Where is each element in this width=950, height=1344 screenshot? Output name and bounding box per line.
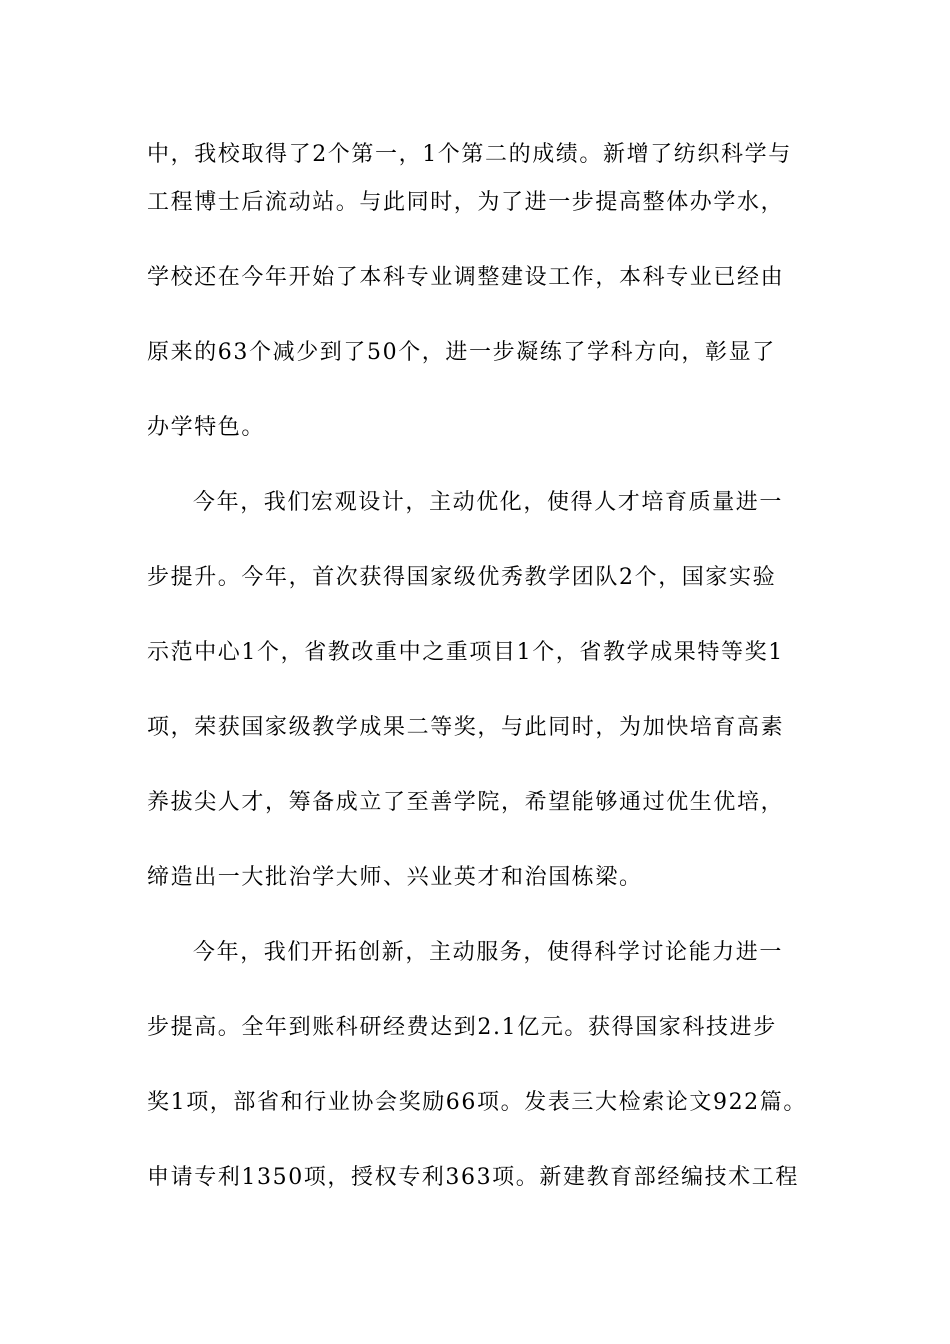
paragraph-3	[147, 929, 812, 1202]
paragraph-2	[147, 479, 812, 902]
paragraph-line: 办学特色。	[147, 415, 266, 440]
paragraph-line: 原来的63个减少到了50个，进一步凝练了学科方向，彰显了	[147, 340, 776, 365]
paragraph-line: 项，荣获国家级教学成果二等奖，与此同时，为加快培育高素	[147, 715, 785, 740]
paragraph-line: 申请专利1350项，授权专利363项。新建教育部经编技术工程	[147, 1165, 799, 1190]
paragraph-line: 示范中心1个，省教改重中之重项目1个，省教学成果特等奖1	[147, 640, 784, 665]
paragraph-line: 学校还在今年开始了本科专业调整建设工作，本科专业已经由	[147, 265, 785, 290]
paragraph-line: 奖1项，部省和行业协会奖励66项。发表三大检索论文922篇。	[147, 1090, 807, 1115]
document-body	[147, 131, 812, 1202]
paragraph-line: 养拔尖人才，筹备成立了至善学院，希望能够通过优生优培，	[147, 790, 785, 815]
paragraph-first-line: 今年，我们宏观设计，主动优化，使得人才培育质量进一	[193, 490, 784, 515]
paragraph-1	[147, 131, 812, 452]
paragraph-line: 中，我校取得了2个第一，1个第二的成绩。新增了纺织科学与	[147, 142, 792, 167]
paragraph-line: 步提高。全年到账科研经费达到2.1亿元。获得国家科技进步	[147, 1015, 777, 1040]
paragraph-line: 步提升。今年，首次获得国家级优秀教学团队2个，国家实验	[147, 565, 777, 590]
paragraph-line: 缔造出一大批治学大师、兴业英才和治国栋梁。	[147, 865, 643, 890]
paragraph-line: 工程博士后流动站。与此同时，为了进一步提高整体办学水，	[147, 190, 785, 215]
paragraph-first-line: 今年，我们开拓创新，主动服务，使得科学讨论能力进一	[193, 940, 784, 965]
